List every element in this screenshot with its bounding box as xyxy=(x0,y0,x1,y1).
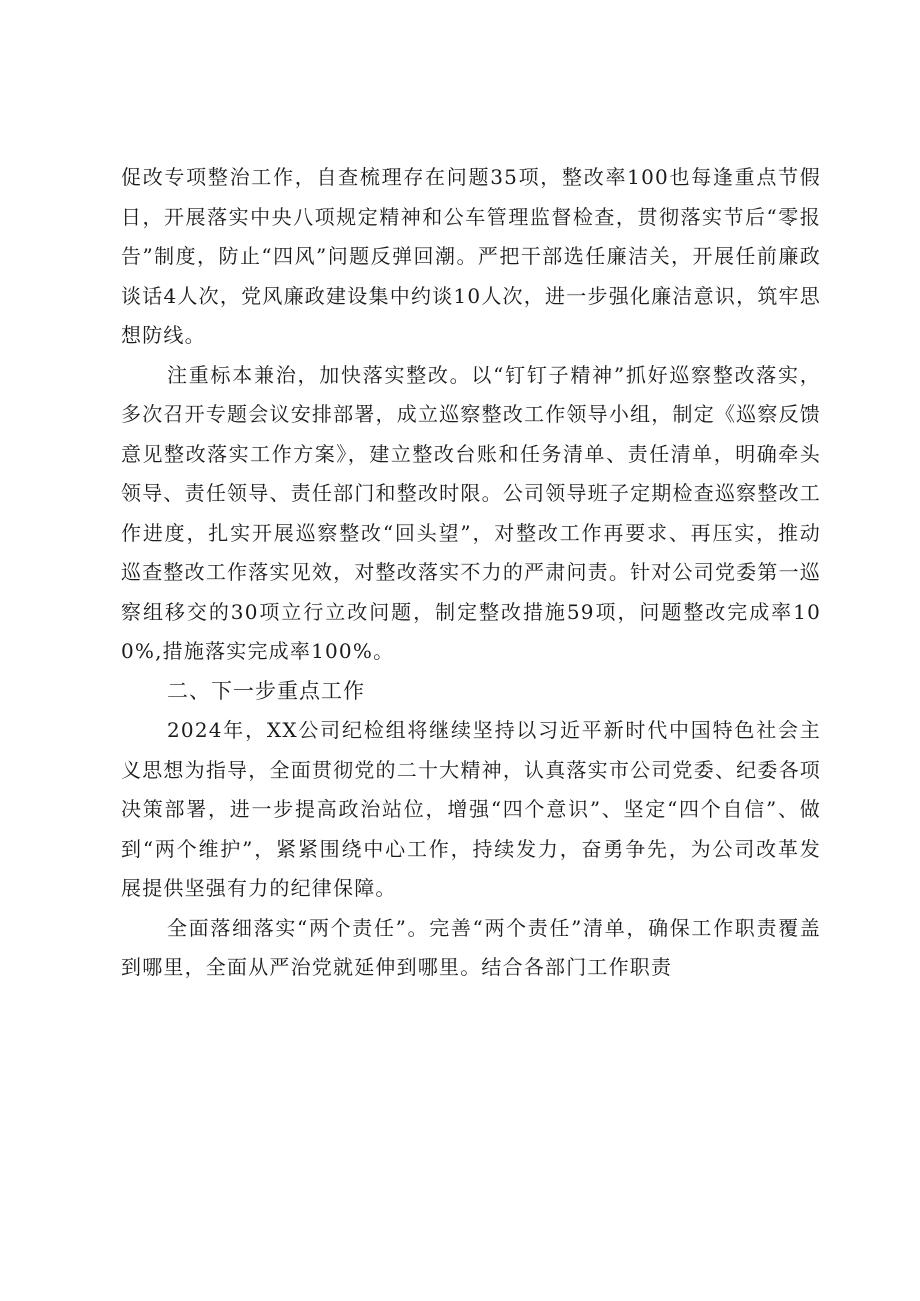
body-paragraph-4: 全面落细落实“两个责任”。完善“两个责任”清单，确保工作职责覆盖到哪里，全面从严治党就延伸到哪里。结合各部门工作职责 xyxy=(121,915,821,979)
body-paragraph-3: 2024年，XX公司纪检组将继续坚持以习近平新时代中国特色社会主义思想为指导，全面贯彻党的二十大精神，认真落实市公司党委、纪委各项决策部署，进一步提高政治站位，增强“四个意识”、坚定“四个自信”、做到“两个维护”，紧紧围绕中心工作，持续发力，奋勇争先，为公司改革发展提供坚强有力的纪律保障。 xyxy=(121,718,821,900)
body-paragraph-2: 注重标本兼治，加快落实整改。以“钉钉子精神”抓好巡察整改落实，多次召开专题会议安排部署，成立巡察整改工作领导小组，制定《巡察反馈意见整改落实工作方案》，建立整改台账和任务清单、责任清单，明确牵头领导、责任领导、责任部门和整改时限。公司领导班子定期检查巡察整改工作进度，扎实开展巡察整改“回头望”，对整改工作再要求、再压实，推动巡查整改工作落实见效，对整改落实不力的严肃问责。针对公司党委第一巡察组移交的30项立行立改问题，制定整改措施59项，问题整改完成率100%,措施落实完成率100%。 xyxy=(121,362,821,663)
body-paragraph-1: 促改专项整治工作，自查梳理存在问题35项，整改率100也每逢重点节假日，开展落实中央八项规定精神和公车管理监督检查，贯彻落实节后“零报告”制度，防止“四风”问题反弹回潮。严把干部选任廉洁关，开展任前廉政谈话4人次，党风廉政建设集中约谈10人次，进一步强化廉洁意识，筑牢思想防线。 xyxy=(121,165,821,347)
section-heading: 二、下一步重点工作 xyxy=(167,678,365,703)
document-page xyxy=(121,158,821,988)
